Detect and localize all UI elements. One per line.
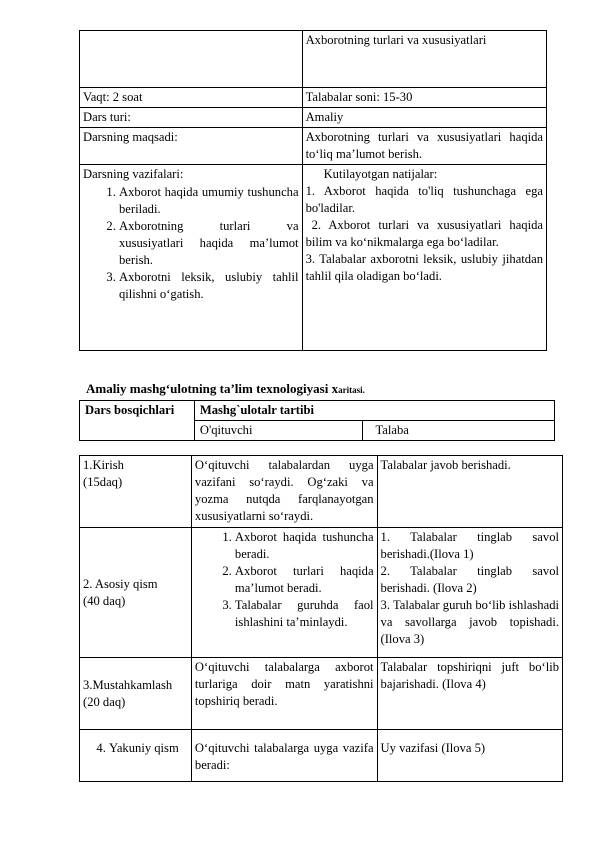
result-item: 2. Axborot turlari va xususiyatlari haqida bilim va ko‘nikmalarga ega bo‘ladilar. [305,218,543,249]
stage-intro: 1.Kirish (15daq) [80,456,192,528]
technology-header-table [79,400,555,441]
col-student: Talaba [363,421,555,441]
topic-title: Axborotning turlari va xususiyatlari [302,31,546,88]
teacher-consolidation: O‘qituvchi talabalarga axborot turlariga doir matn yaratishni topshiriq beradi. [191,658,377,730]
stage-consolidation: 3.Mustahkamlash (20 daq) [80,658,192,730]
student-consolidation: Talabalar topshiriqni juft bo‘lib bajarishadi. (Ilova 4) [377,658,562,730]
results-cell [302,165,546,351]
lesson-info-table [79,30,547,351]
col-teacher: O'qituvchi [194,421,363,441]
task-item: 2. Axborotning turlari va xususiyatlari haqida ma’lumot berish. [119,218,299,269]
results-heading: Kutilayotgan natijalar: [323,167,438,181]
tasks-cell [80,165,303,351]
goal-label: Darsning maqsadi: [80,128,303,165]
student-main: 1. Talabalar tinglab savol berishadi.(Ilova 1) 2. Talabalar tinglab savol berishadi. (Ilova 2) 3. Talabalar guruh bo‘lib ishlashadi va savollarga javob topishadi.(Ilova 3) [377,528,562,658]
teacher-main [191,528,377,658]
students-count: Talabalar soni: 15-30 [302,88,546,108]
col-order: Mashg`ulotalr tartibi [194,401,554,421]
teacher-step: 2. Axborot turlari haqida ma’lumot beradi. [235,563,374,597]
stage-final: 4. Yakuniy qism [80,730,192,782]
teacher-step: 3. Talabalar guruhda faol ishlashini ta’minlaydi. [235,597,374,631]
result-item: 1. Axborot haqida to'liq tushunchaga ega bo'ladilar. [305,184,543,215]
header-empty-cell [80,31,303,88]
teacher-step: 1. Axborot haqida tushuncha beradi. [235,529,374,563]
task-item: 3. Axborotni leksik, uslubiy tahlil qilishni o‘gatish. [119,269,299,303]
time-label: Vaqt: 2 soat [80,88,303,108]
lesson-type-label: Dars turi: [80,108,303,128]
goal-value: Axborotning turlari va xususiyatlari haqida to‘liq ma’lumot berish. [302,128,546,165]
student-intro: Talabalar javob berishadi. [377,456,562,528]
teacher-intro: O‘qituvchi talabalardan uyga vazifani so‘raydi. Og‘zaki va yozma nutqda farqlanayotgan xususiyatlarni so‘raydi. [191,456,377,528]
student-final: Uy vazifasi (Ilova 5) [377,730,562,782]
teacher-final: O‘qituvchi talabalarga uyga vazifa beradi: [191,730,377,782]
result-item: 3. Talabalar axborotni leksik, uslubiy jihatdan tahlil qila oladigan bo‘ladi. [305,252,543,283]
col-stages: Dars bosqichlari [80,401,195,441]
stages-table [79,455,563,782]
tasks-heading: Darsning vazifalari: [83,167,184,181]
lesson-type-value: Amaliy [302,108,546,128]
stage-main: 2. Asosiy qism (40 daq) [80,528,192,658]
task-item: 1. Axborot haqida umumiy tushuncha beriladi. [119,184,299,218]
section-title: Amaliy mashg‘ulotning ta’lim texnologiyasi xaritasi. [86,381,365,396]
